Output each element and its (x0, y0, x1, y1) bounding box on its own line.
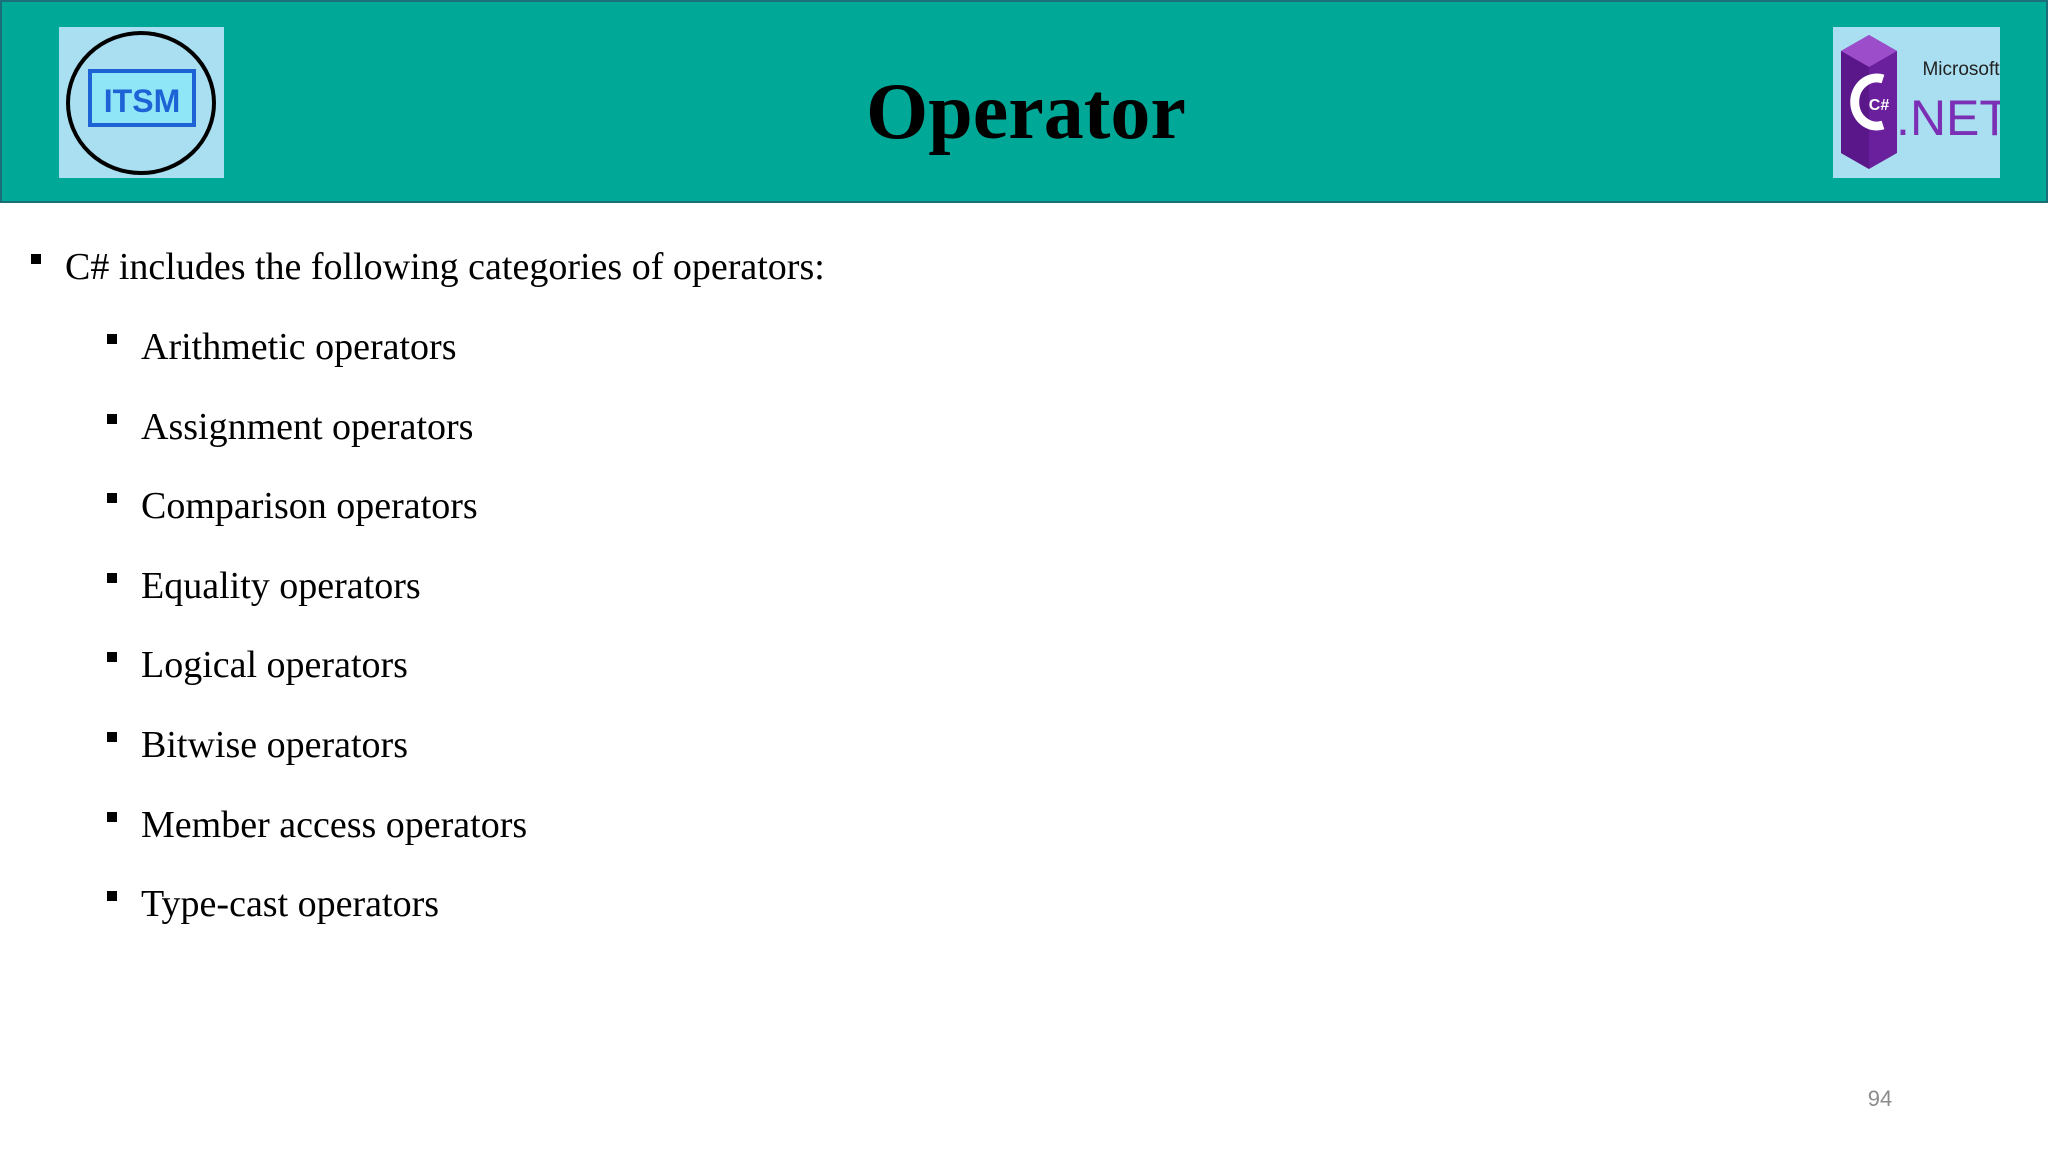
logo-product-text: .NET (1896, 90, 2000, 146)
bullet-icon (107, 732, 117, 742)
list-item (141, 800, 527, 850)
list-item-text: Arithmetic operators (141, 326, 457, 368)
bullet-icon (107, 573, 117, 583)
list-item (141, 561, 421, 611)
bullet-icon (107, 414, 117, 424)
list-item-text: Equality operators (141, 565, 421, 607)
list-item (141, 640, 408, 690)
itsm-logo-text: ITSM (103, 83, 181, 119)
intro-line (65, 242, 825, 292)
bullet-icon (107, 891, 117, 901)
page-title: Operator (866, 68, 1186, 156)
bullet-icon (107, 334, 117, 344)
list-item (141, 322, 457, 372)
bullet-icon (31, 254, 41, 264)
list-item-text: Comparison operators (141, 485, 478, 527)
list-item-text: Logical operators (141, 644, 408, 686)
list-item (141, 481, 478, 531)
intro-text: C# includes the following categories of operators: (65, 246, 825, 288)
bullet-icon (107, 493, 117, 503)
list-item-text: Bitwise operators (141, 724, 409, 766)
list-item (141, 879, 439, 929)
list-item-text: Type-cast operators (141, 883, 440, 925)
logo-brand-text: Microsoft (1922, 59, 2000, 80)
bullet-icon (107, 812, 117, 822)
list-item (141, 402, 473, 452)
page-number: 94 (1867, 1086, 1893, 1111)
list-item-text: Assignment operators (141, 406, 474, 448)
bullet-icon (107, 652, 117, 662)
list-item-text: Member access operators (141, 804, 528, 846)
csharp-glyph: C# (1868, 97, 1890, 114)
list-item (141, 720, 408, 770)
